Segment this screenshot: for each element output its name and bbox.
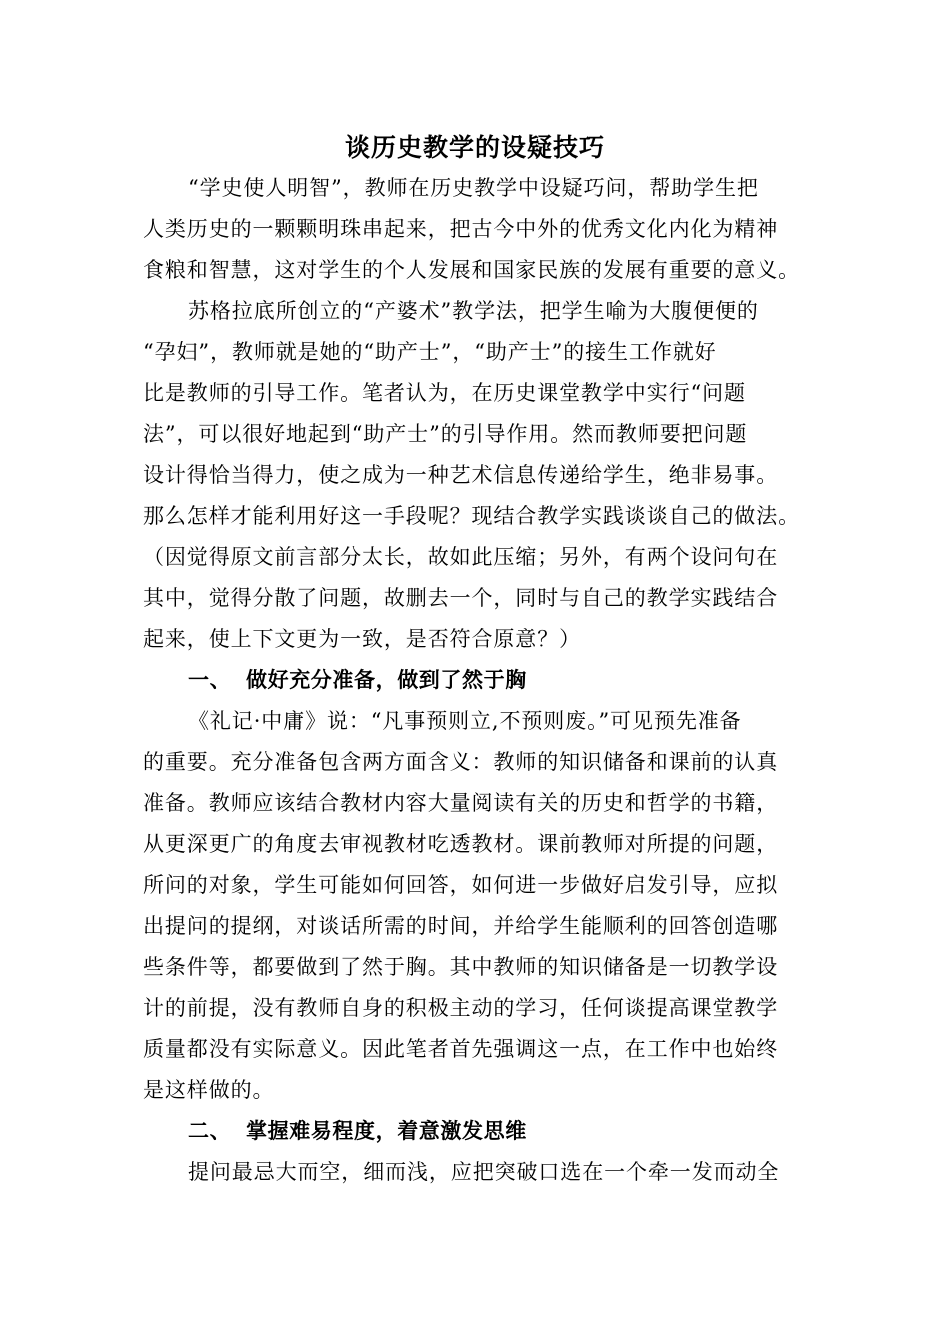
paragraph-line: 《礼记·中庸》说：“凡事预则立,不预则废。”可见预先准备: [188, 709, 742, 733]
paragraph-line: 质量都没有实际意义。因此笔者首先强调这一点，在工作中也始终: [143, 1037, 779, 1061]
paragraph-line: “孕妇”，教师就是她的“助产士”，“助产士”的接生工作就好: [143, 340, 717, 364]
paragraph-line: 人类历史的一颗颗明珠串起来，把古今中外的优秀文化内化为精神: [143, 217, 779, 241]
paragraph-line: 那么怎样才能利用好这一手段呢？现结合教学实践谈谈自己的做法。: [143, 504, 800, 528]
paragraph-line: 是这样做的。: [143, 1078, 275, 1102]
paragraph-line: 的重要。充分准备包含两方面含义：教师的知识储备和课前的认真: [143, 750, 779, 774]
paragraph-line: 从更深更广的角度去审视教材吃透教材。课前教师对所提的问题，: [143, 832, 779, 856]
paragraph-line: 其中，觉得分散了问题，故删去一个，同时与自己的教学实践结合: [143, 586, 779, 610]
paragraph-line: 设计得恰当得力，使之成为一种艺术信息传递给学生，绝非易事。: [143, 463, 779, 487]
paragraph-line: 所问的对象，学生可能如何回答，如何进一步做好启发引导，应拟: [143, 873, 779, 897]
section-number: 一、: [188, 667, 232, 692]
paragraph-line: “学史使人明智”，教师在历史教学中设疑巧问，帮助学生把: [188, 176, 759, 200]
paragraph-line: 比是教师的引导工作。笔者认为，在历史课堂教学中实行“问题: [143, 381, 746, 405]
paragraph-line: 计的前提，没有教师自身的积极主动的学习，任何谈提高课堂教学: [143, 996, 779, 1020]
paragraph-line: 准备。教师应该结合教材内容大量阅读有关的历史和哲学的书籍，: [143, 791, 779, 815]
section-heading-text: 做好充分准备，做到了然于胸: [246, 667, 527, 692]
section-heading-text: 掌握难易程度，着意激发思维: [246, 1118, 527, 1143]
document-title: 谈历史教学的设疑技巧: [344, 133, 605, 162]
section-number: 二、: [188, 1118, 232, 1143]
paragraph-line: 起来，使上下文更为一致，是否符合原意？）: [143, 627, 581, 651]
paragraph-line: 法”，可以很好地起到“助产士”的引导作用。然而教师要把问题: [143, 422, 748, 446]
paragraph-line: 出提问的提纲，对谈话所需的时间，并给学生能顺利的回答创造哪: [143, 914, 779, 938]
paragraph-line: 苏格拉底所创立的“产婆术”教学法，把学生喻为大腹便便的: [188, 299, 759, 323]
section-heading: [188, 664, 527, 696]
section-heading: [188, 1115, 527, 1147]
paragraph-line: 提问最忌大而空，细而浅，应把突破口选在一个牵一发而动全: [188, 1160, 780, 1184]
paragraph-line: （因觉得原文前言部分太长，故如此压缩；另外，有两个设问句在: [143, 545, 779, 569]
paragraph-line: 些条件等，都要做到了然于胸。其中教师的知识储备是一切教学设: [143, 955, 779, 979]
paragraph-line: 食粮和智慧，这对学生的个人发展和国家民族的发展有重要的意义。: [143, 258, 800, 282]
